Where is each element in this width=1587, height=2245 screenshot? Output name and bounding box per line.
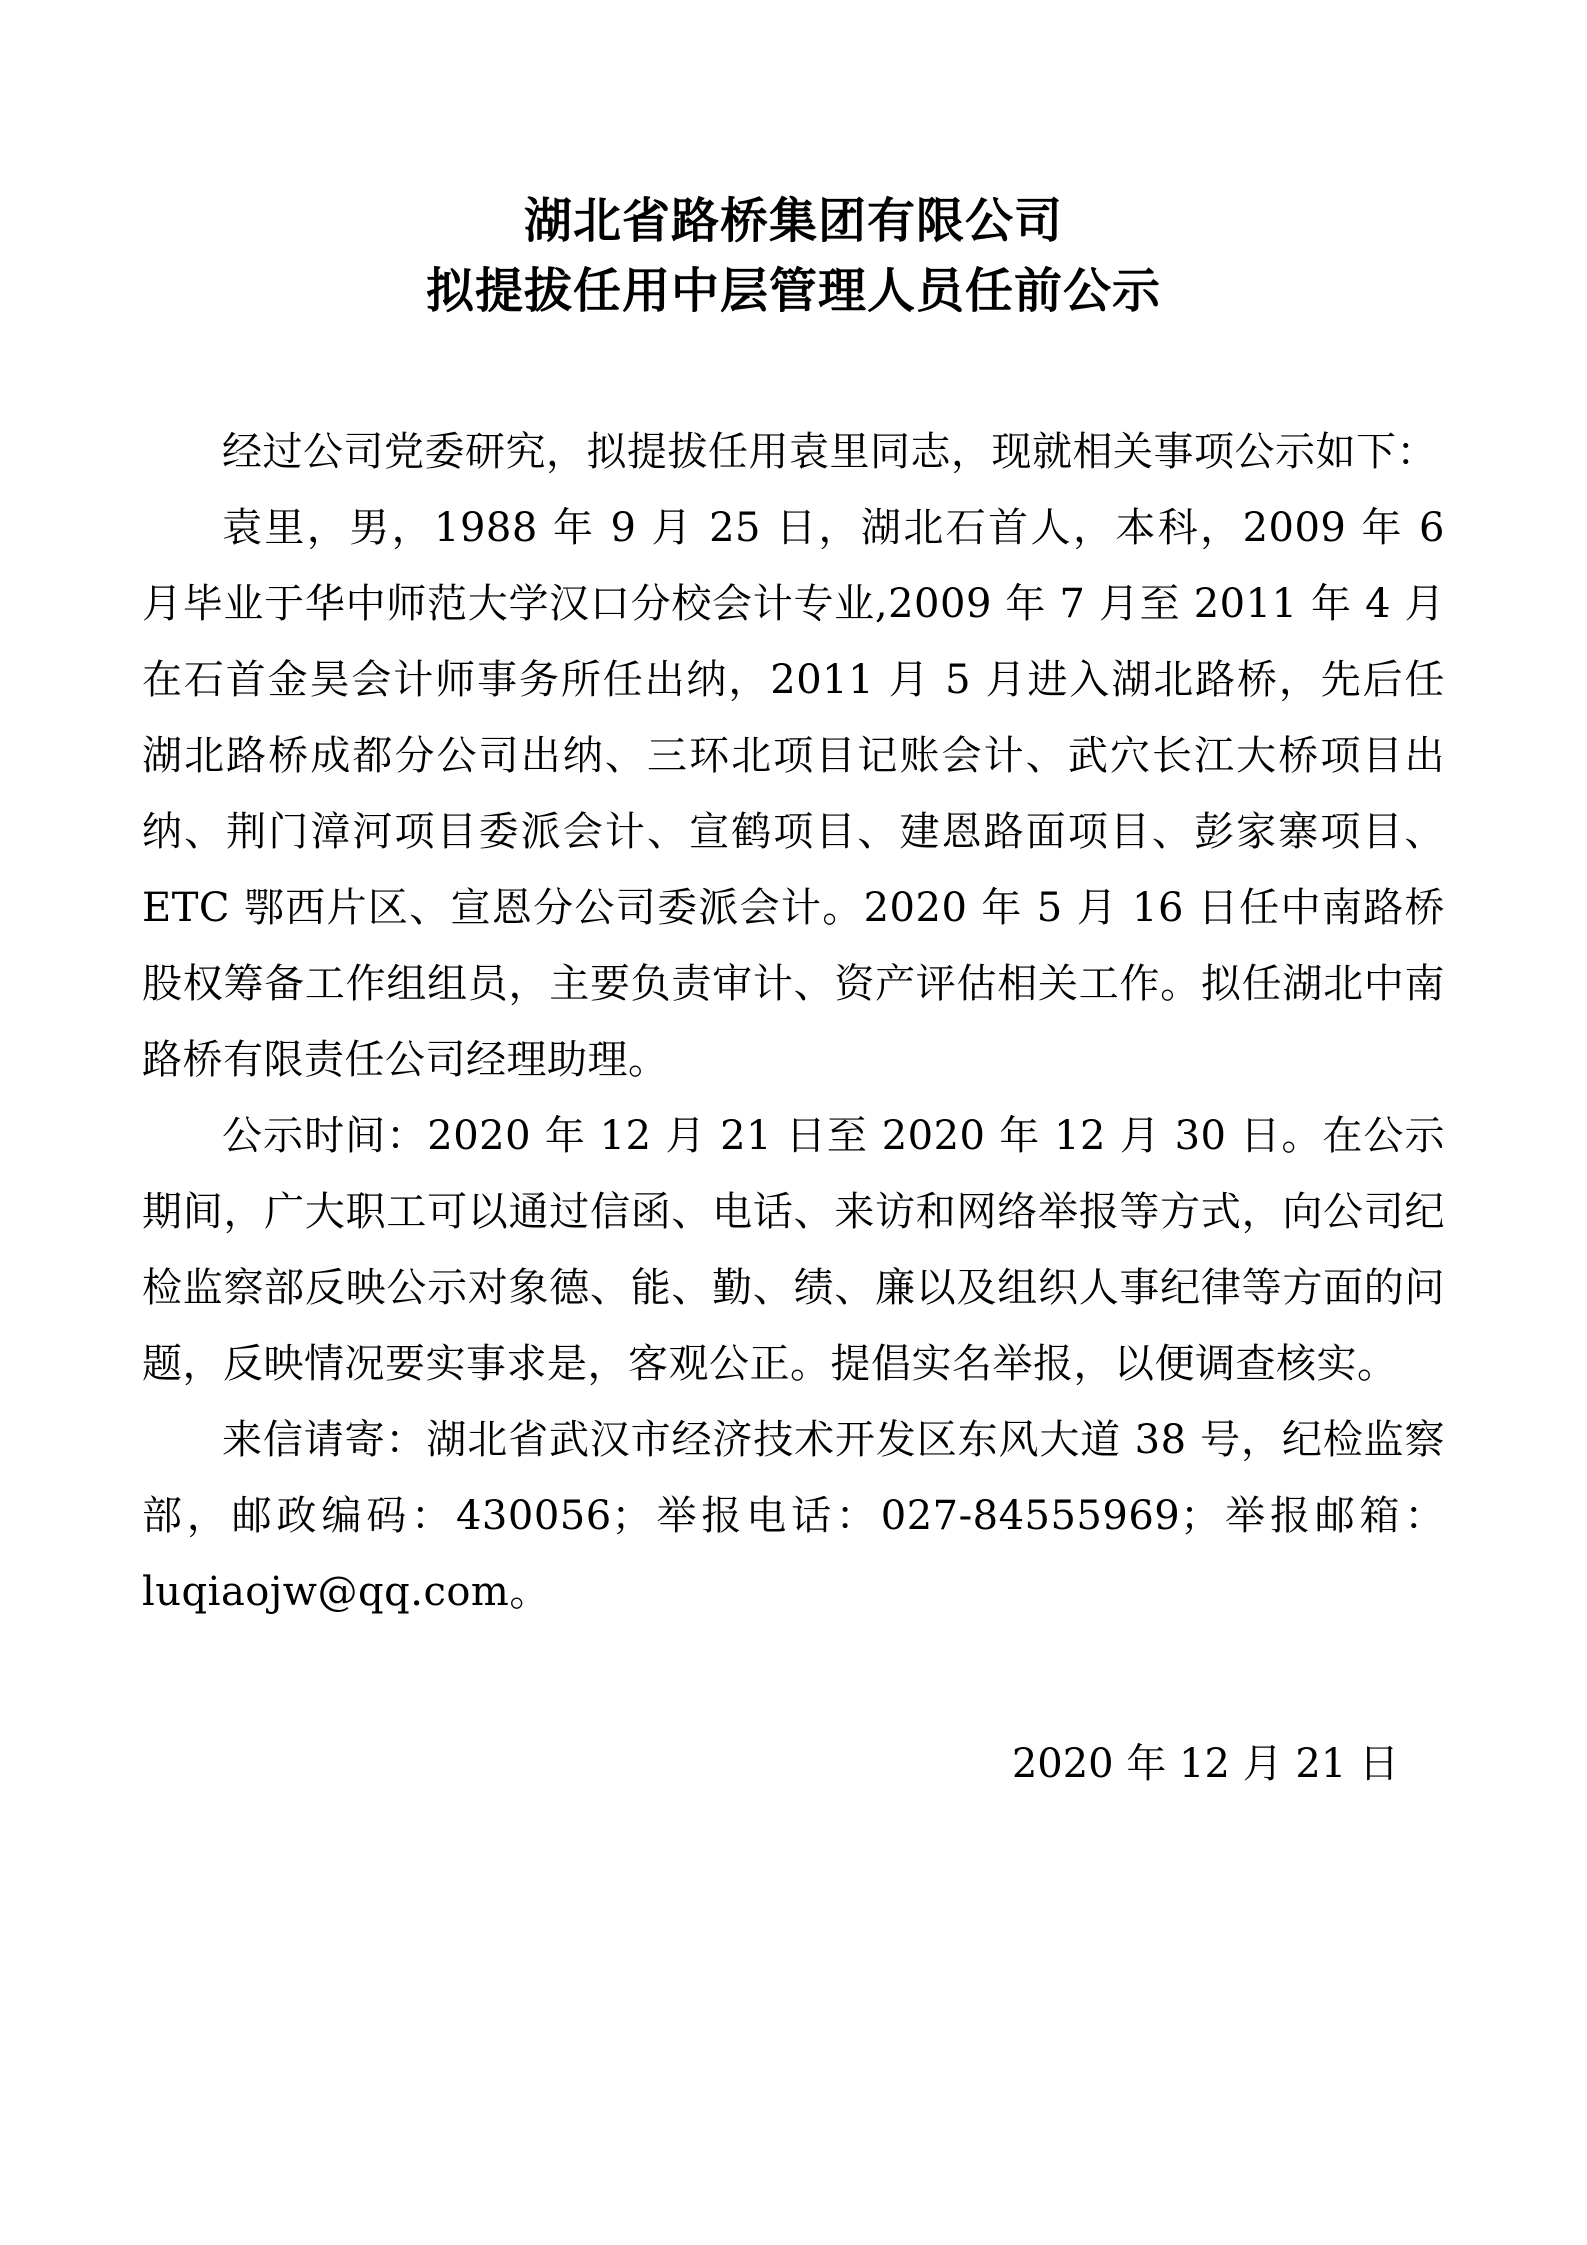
paragraph-bio: 袁里，男，1988 年 9 月 25 日，湖北石首人，本科，2009 年 6 月毕业于华中师范大学汉口分校会计专业,2009 年 7 月至 2011 年 4 月在石首金昊会计师事务所任出纳，2011 月 5 月进入湖北路桥，先后任湖北路桥成都分公司出纳、三环北项目记账会计、武穴长江大桥项目出纳、荆门漳河项目委派会计、宣鹤项目、建恩路面项目、彭家寨项目、ETC 鄂西片区、宣恩分公司委派会计。2020 年 5 月 16 日任中南路桥股权筹备工作组组员，主要负责审计、资产评估相关工作。拟任湖北中南路桥有限责任公司经理助理。 <box>142 505 1445 1083</box>
paragraph-contact: 来信请寄：湖北省武汉市经济技术开发区东风大道 38 号，纪检监察部，邮政编码：430056；举报电话：027-84555969；举报邮箱：luqiaojw@qq.com。 <box>142 1417 1445 1615</box>
document-title-line-1: 湖北省路桥集团有限公司 <box>523 193 1063 249</box>
document-title-line-2: 拟提拔任用中层管理人员任前公示 <box>425 263 1161 319</box>
date-line: 2020 年 12 月 21 日 <box>1011 1741 1399 1787</box>
document-title <box>142 186 1445 326</box>
document-body <box>142 414 1445 1630</box>
paragraph-intro: 经过公司党委研究，拟提拔任用袁里同志，现就相关事项公示如下： <box>222 429 1437 475</box>
paragraph-publicity-period: 公示时间：2020 年 12 月 21 日至 2020 年 12 月 30 日。在公示期间，广大职工可以通过信函、电话、来访和网络举报等方式，向公司纪检监察部反映公示对象德、能、勤、绩、廉以及组织人事纪律等方面的问题，反映情况要实事求是，客观公正。提倡实名举报，以便调查核实。 <box>142 1113 1445 1387</box>
